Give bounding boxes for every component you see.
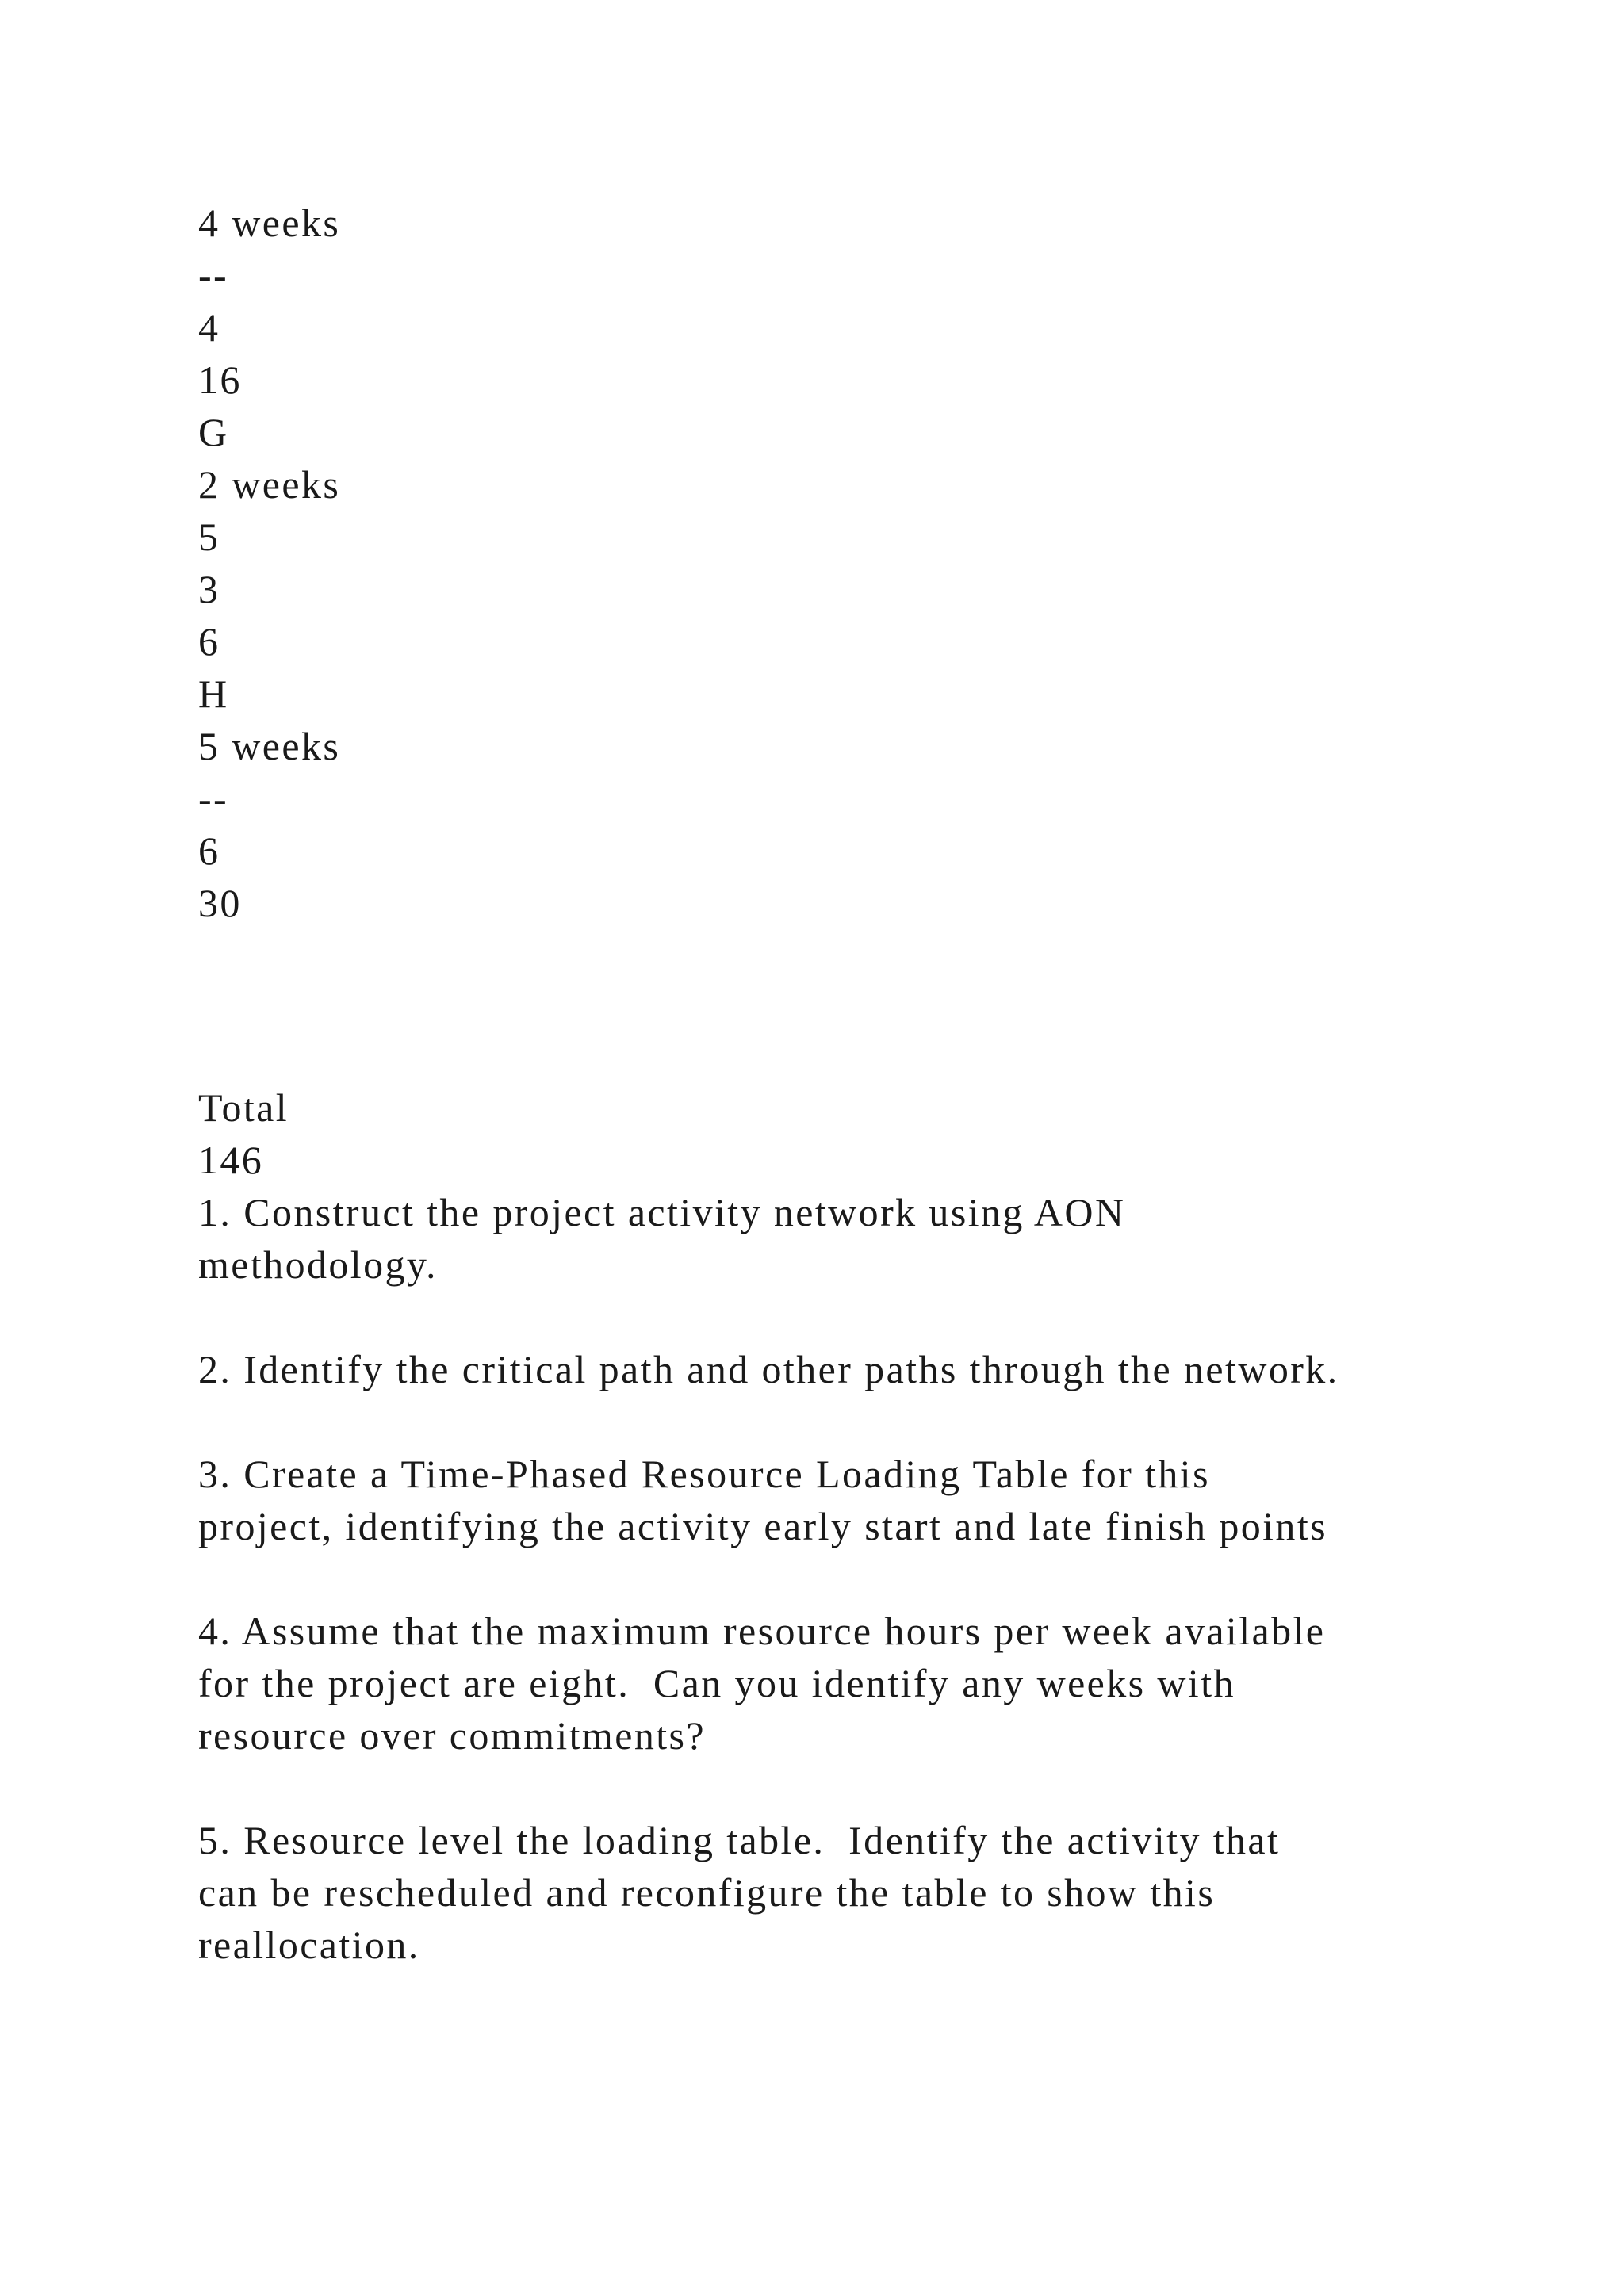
question-2: [198, 1343, 1546, 1395]
questions-section: [198, 1081, 1546, 1971]
table-cell-duration: 4 weeks: [198, 201, 341, 245]
paragraph-gap: [198, 1291, 1546, 1343]
question-line: 2. Identify the critical path and other paths through the network.: [198, 1347, 1339, 1391]
table-cell-activity: H: [198, 672, 229, 716]
question-line: reallocation.: [198, 1923, 420, 1967]
table-cell-resources: 4: [198, 305, 220, 350]
question-4: [198, 1605, 1546, 1762]
question-line: can be rescheduled and reconfigure the table to show this: [198, 1870, 1216, 1915]
paragraph-gap: [198, 1552, 1546, 1605]
total-value: 146: [198, 1138, 264, 1182]
question-line: methodology.: [198, 1242, 438, 1287]
table-cell-predecessor: --: [198, 253, 229, 297]
table-cell-activity: G: [198, 410, 229, 454]
table-cell-predecessor: 5: [198, 515, 220, 559]
table-cell-duration: 2 weeks: [198, 462, 341, 507]
table-cell-total-hours: 16: [198, 358, 242, 402]
paragraph-gap: [198, 1762, 1546, 1814]
activity-table-fragment: [198, 197, 1546, 929]
question-3: [198, 1448, 1546, 1552]
paragraph-gap: [198, 1395, 1546, 1448]
table-cell-duration: 5 weeks: [198, 724, 341, 768]
table-cell-total-hours: 30: [198, 881, 242, 925]
total-label: Total: [198, 1085, 289, 1130]
table-cell-total-hours: 6: [198, 619, 220, 664]
question-line: 4. Assume that the maximum resource hours per week available: [198, 1609, 1326, 1653]
question-line: project, identifying the activity early start and late finish points: [198, 1504, 1327, 1548]
question-line: 1. Construct the project activity network using AON: [198, 1190, 1126, 1234]
question-1: [198, 1186, 1546, 1291]
table-cell-predecessor: --: [198, 776, 229, 821]
question-5: [198, 1814, 1546, 1971]
question-line: resource over commitments?: [198, 1713, 706, 1758]
table-cell-resources: 6: [198, 828, 220, 873]
table-cell-resources: 3: [198, 567, 220, 611]
question-line: for the project are eight. Can you identify any weeks with: [198, 1661, 1235, 1705]
question-line: 3. Create a Time-Phased Resource Loading Table for this: [198, 1452, 1210, 1496]
question-line: 5. Resource level the loading table. Identify the activity that: [198, 1818, 1281, 1862]
